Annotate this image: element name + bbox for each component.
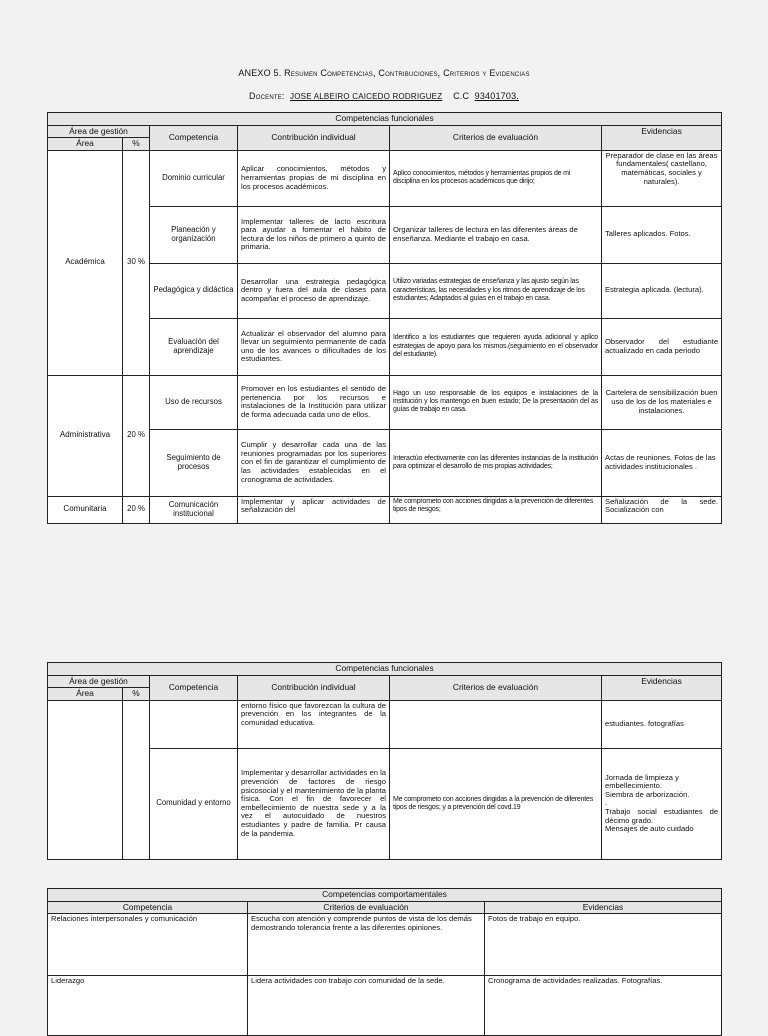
area-cell-empty [48,700,123,859]
functional-competencies-table [47,112,722,524]
header-percent: % [123,138,150,151]
docente-label: Docente: [249,91,285,101]
percent-administrativa: 20 % [123,375,150,496]
contribucion-cell: Implementar talleres de lacto escritura para ayudar a fomentar el hábito de lectura de los niños de primero a quinto de primaria. [238,206,390,263]
area-administrativa: Administrativa [48,375,123,496]
header-area: Área [48,688,123,701]
criterios-cell: Utilizo variadas estrategias de enseñanza y las ajusto según las características, las necesidades y los ritmos de aprendizaje de los estudiantes; Adaptados al guías en el trabajo en casa. [390,263,602,318]
contribucion-cell: Promover en los estudiantes el sentido de pertenencia por los recursos e instalaciones de la Institución para utilizar de forma adecuada cada uno de ellos. [238,375,390,429]
table-row [48,976,722,1036]
header-percent: % [123,688,150,701]
evidencias-cell: Cronograma de actividades realizadas. Fotografías. [485,976,722,1036]
table-row [48,318,722,375]
header-competencia: Competencia [150,675,238,700]
table-row [48,375,722,429]
header-area-gestion: Área de gestión [48,675,150,688]
competencia-cell: Dominio curricular [150,150,238,206]
header-criterios: Criterios de evaluación [248,901,485,914]
table-title: Competencias comportamentales [48,889,722,902]
docente-line [0,91,768,101]
percent-cell-empty [123,700,150,859]
evidencias-cell: Actas de reuniones. Fotos de las actividades institucionales . [602,429,722,496]
evidencias-cell: Cartelera de sensibilización buen uso de los de los materiales e instalaciones. [602,375,722,429]
criterios-cell: Me comprometo con acciones dirigidas a la prevención de diferentes tipos de riesgos; [390,496,602,523]
competencia-cell [150,700,238,748]
evidencia-line: Mensajes de auto cuidado [605,824,694,834]
criterios-cell: Escucha con atención y comprende puntos de vista de los demás demostrando tolerancia frente a las diferentes opiniones. [248,914,485,976]
table-row [48,429,722,496]
evidencias-cell: Señalización de la sede. Socialización con [602,496,722,523]
criterios-cell: Identifico a los estudiantes que requieren ayuda adicional y aplico estrategias de apoyo para los mismos.(seguimiento en el observador del estudiante). [390,318,602,375]
contribucion-cell: Cumplir y desarrollar cada una de las reuniones programadas por los superiores con el fin de garantizar el cumplimiento de las actividades establecidas en el cronograma de actividades. [238,429,390,496]
table-row [48,150,722,206]
area-academica: Académica [48,150,123,375]
header-competencia: Competencia [48,901,248,914]
evidencias-cell: Talleres aplicados. Fotos. [602,206,722,263]
area-comunitaria: Comunitaria [48,496,123,523]
contribucion-cell: Actualizar el observador del alumno para llevar un seguimiento permanente de cada uno de los avances o dificultades de los estudiantes. [238,318,390,375]
behavioral-competencies-table [47,888,722,1036]
header-area: Área [48,138,123,151]
contribucion-cell: Aplicar conocimientos, métodos y herramientas propias de mi disciplina en los procesos académicos. [238,150,390,206]
competencia-cell: Comunicación institucional [150,496,238,523]
contribucion-cell: entorno físico que favorezcan la cultura de prevención en los integrantes de la comunidad educativa. [238,700,390,748]
header-criterios: Criterios de evaluación [390,675,602,700]
header-criterios: Criterios de evaluación [390,125,602,150]
percent-academica: 30 % [123,150,150,375]
table-row [48,206,722,263]
evidencias-cell: Observador del estudiante actualizado en cada periodo [602,318,722,375]
header-evidencias: Evidencias [602,125,722,150]
cc-label: C.C [453,91,470,101]
evidencias-cell: Preparador de clase en las áreas fundamentales( castellano, matemáticas, sociales y naturales). [602,150,722,206]
header-competencia: Competencia [150,125,238,150]
evidencia-line: Jornada de limpieza y embellecimiento. [605,772,679,791]
docente-name: JOSE ALBEIRO CAICEDO RODRIGUEZ [290,92,443,101]
table-title: Competencias funcionales [48,113,722,126]
contribucion-cell: Implementar y desarrollar actividades en la prevención de factores de riesgo psicosocial y el mantenimiento de la planta física. Con el fin de favorecer el embellecimiento de nuestra sede y a la vez el autocuidado de nuestros estudiantes y padre de familia. Pr causa de la pandemia. [238,748,390,859]
functional-competencies-table-continued [47,662,722,860]
table-row [48,700,722,748]
table-row [48,748,722,859]
header-evidencias: Evidencias [485,901,722,914]
evidencia-line: . [605,798,608,808]
criterios-cell: Me comprometo con acciones dirigidas a la prevención de diferentes tipos de riesgos; y a prevención del covd.19 [390,748,602,859]
competencia-cell: Uso de recursos [150,375,238,429]
contribucion-cell: Desarrollar una estrategia pedagógica dentro y fuera del aula de clases para acompañar el proceso de aprendizaje. [238,263,390,318]
criterios-cell: Organizar talleres de lectura en las diferentes áreas de enseñanza. Mediante el trabajo en casa. [390,206,602,263]
competencia-cell: Pedagógica y didáctica [150,263,238,318]
cc-number: 93401703. [474,91,519,101]
criterios-cell: Aplico conocimientos, métodos y herramientas propios de mi disciplina en los procesos académicos que dirijo; [390,150,602,206]
evidencias-cell: Estrategia aplicada. (lectura). [602,263,722,318]
header-contribucion: Contribución individual [238,125,390,150]
header-area-gestion: Área de gestión [48,125,150,138]
criterios-cell: Interactúo efectivamente con las diferentes instancias de la institución para optimizar el desarrollo de mis propias actividades; [390,429,602,496]
criterios-cell: Lidera actividades con trabajo con comunidad de la sede. [248,976,485,1036]
document-title: ANEXO 5. Resumen Competencias, Contribuciones, Criterios y Evidencias [238,68,530,78]
competencia-cell: Evaluación del aprendizaje [150,318,238,375]
evidencias-cell [602,748,722,859]
competencia-cell: Relaciones interpersonales y comunicación [48,914,248,976]
table-row [48,496,722,523]
competencia-cell: Liderazgo [48,976,248,1036]
table-row [48,914,722,976]
evidencia-line: Trabajo social estudiantes de décimo grado. [605,807,719,825]
evidencias-cell: Fotos de trabajo en equipo. [485,914,722,976]
header-contribucion: Contribución individual [238,675,390,700]
contribucion-cell: Implementar y aplicar actividades de señalización del [238,496,390,523]
competencia-cell: Planeación y organización [150,206,238,263]
competencia-cell: Comunidad y entorno [150,748,238,859]
criterios-cell: Hago un uso responsable de los equipos e instalaciones de la institución y los mantengo en buen estado; De la presentación del as guías de trabajo en casa. [390,375,602,429]
evidencias-cell: estudiantes. fotografías [602,700,722,748]
competencia-cell: Seguimiento de procesos [150,429,238,496]
header-evidencias: Evidencias [602,675,722,700]
table-row [48,263,722,318]
percent-comunitaria: 20 % [123,496,150,523]
table-title: Competencias funcionales [48,663,722,676]
criterios-cell [390,700,602,748]
evidencia-line: Siembra de arborización. [605,789,690,799]
